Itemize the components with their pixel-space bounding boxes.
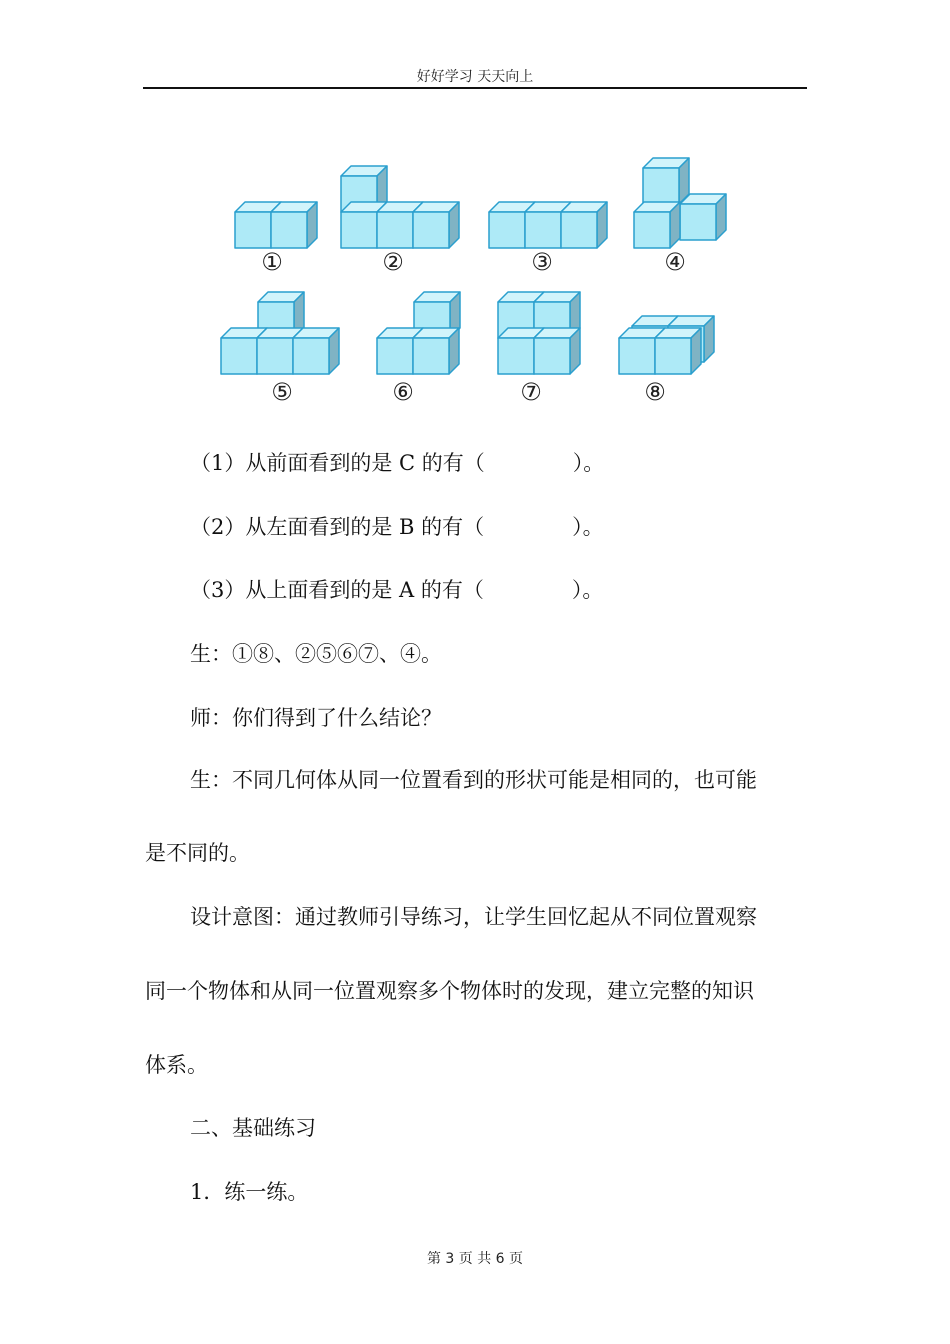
question-1	[190, 448, 604, 478]
conclusion-line-2: 是不同的。	[145, 841, 250, 865]
page-footer: 第 3 页 共 6 页	[426, 1251, 524, 1267]
cube-front-face	[377, 338, 413, 374]
cube-front-face	[619, 338, 655, 374]
question-2-prefix: （2）从左面看到的是 B 的有（	[190, 515, 485, 539]
label-6: ⑥	[392, 378, 414, 406]
label-1: ①	[261, 248, 283, 276]
conclusion-line-1: 生：不同几何体从同一位置看到的形状可能是相同的，也可能	[190, 768, 757, 792]
cube-front-face	[634, 212, 670, 248]
cube-front-face	[413, 212, 449, 248]
label-2: ②	[382, 248, 404, 276]
cubes-illustration	[0, 140, 950, 380]
page-header: 好好学习 天天向上	[416, 69, 534, 85]
question-2	[190, 512, 604, 542]
cube-front-face	[377, 212, 413, 248]
header-rule	[143, 87, 807, 89]
design-line-1: 设计意图：通过教师引导练习，让学生回忆起从不同位置观察	[190, 905, 757, 929]
question-2-suffix: ）。	[572, 515, 604, 539]
design-line-2: 同一个物体和从同一位置观察多个物体时的发现，建立完整的知识	[145, 979, 754, 1003]
cube-front-face	[498, 338, 534, 374]
question-3-prefix: （3）从上面看到的是 A 的有（	[190, 578, 484, 602]
cube-figures	[0, 140, 950, 420]
cube-front-face	[413, 338, 449, 374]
cube-front-face	[534, 338, 570, 374]
label-8: ⑧	[644, 378, 666, 406]
exercise-heading: 1．练一练。	[190, 1180, 309, 1204]
cube-front-face	[293, 338, 329, 374]
section-heading: 二、基础练习	[190, 1116, 316, 1140]
cube-front-face	[221, 338, 257, 374]
cube-front-face	[655, 338, 691, 374]
question-1-prefix: （1）从前面看到的是 C 的有（	[190, 451, 485, 475]
label-3: ③	[531, 248, 553, 276]
cube-front-face	[341, 212, 377, 248]
cube-front-face	[257, 338, 293, 374]
question-3-suffix: ）。	[571, 578, 604, 602]
cube-front-face	[525, 212, 561, 248]
cube-front-face	[235, 212, 271, 248]
cube-front-face	[271, 212, 307, 248]
question-1-suffix: ）。	[572, 451, 605, 475]
cube-front-face	[489, 212, 525, 248]
design-line-3: 体系。	[145, 1053, 208, 1077]
question-3	[190, 575, 603, 605]
cube-front-face	[643, 168, 679, 204]
student-answer: 生：①⑧、②⑤⑥⑦、④。	[190, 642, 442, 666]
label-4: ④	[664, 248, 686, 276]
cube-front-face	[680, 204, 716, 240]
cube-front-face	[561, 212, 597, 248]
label-7: ⑦	[520, 378, 542, 406]
label-5: ⑤	[271, 378, 293, 406]
teacher-question: 师：你们得到了什么结论？	[190, 706, 442, 730]
